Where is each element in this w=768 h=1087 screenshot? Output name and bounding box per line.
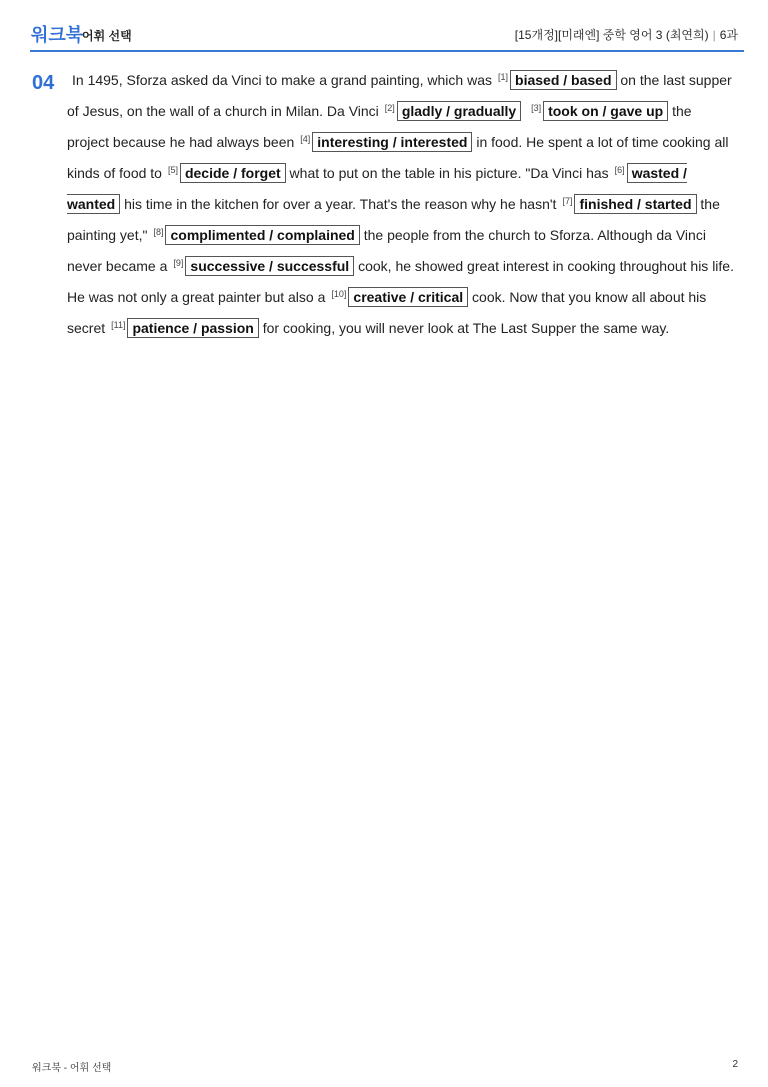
question-passage [67,66,735,345]
page-header [30,0,744,52]
vocab-choice-box[interactable]: decide / forget [180,163,286,183]
passage-text-segment: cook. Now that you know all about his secret [67,289,707,336]
blank-number: [11] [111,320,126,330]
question-number: 04 [32,72,55,94]
vocab-choice-box[interactable]: biased / based [510,70,616,90]
workbook-logo: 워크북 [31,25,84,45]
vocab-choice-box[interactable]: finished / started [574,194,696,214]
vocab-choice-box[interactable]: took on / gave up [543,101,668,121]
vocab-choice-box[interactable]: successive / successful [185,256,354,276]
passage-text-segment: on the last supper of Jesus, on the wall of a church in Milan. Da Vinci [67,72,732,119]
passage-text-segment: for cooking, you will never look at The Last Supper the same way. [258,320,670,336]
blank-number: [6] [614,165,625,175]
blank-number: [9] [173,258,184,268]
passage-text-segment: In 1495, Sforza asked da Vinci to make a grand painting, which was [72,72,492,88]
passage-text-segment: cook, he showed great interest in cooking throughout his life. He was not only a great painter but also a [67,258,734,305]
passage-paragraph [67,66,735,345]
passage-text-segment: the painting yet," [67,196,720,243]
passage-text-segment [521,103,525,119]
passage-text-segment: the project because he had always been [67,103,692,150]
vocab-choice-box[interactable]: gladly / gradually [397,101,521,121]
blank-number: [4] [300,134,311,144]
lesson-label: 6과 [719,28,738,42]
passage-text-segment: in food. He spent a lot of time cooking all kinds of food to [67,134,729,181]
footer-title: 워크북 - 어휘 선택 [32,1063,112,1074]
vocab-choice-box[interactable]: wasted / wanted [67,165,687,212]
vocab-choice-box[interactable]: complimented / complained [165,225,359,245]
vocab-choice-box[interactable]: creative / critical [348,287,468,307]
passage-text-segment: the people from the church to Sforza. Although da Vinci never became a [67,227,706,274]
blank-number: [7] [562,196,573,206]
vocab-choice-box[interactable]: interesting / interested [312,132,472,152]
page-number: 2 [732,1059,738,1070]
passage-text-segment: what to put on the table in his picture. "Da Vinci has [285,165,609,181]
blank-number: [2] [384,103,395,113]
blank-number: [8] [153,227,164,237]
header-separator: | [712,28,716,42]
course-info [515,26,738,43]
passage-text-segment: his time in the kitchen for over a year. That's the reason why he hasn't [120,196,557,212]
blank-number: [5] [167,165,178,175]
section-title: 어휘 선택 [82,29,132,43]
blank-number: [10] [331,289,347,299]
vocab-choice-box[interactable]: patience / passion [127,318,258,338]
blank-number: [3] [531,103,542,113]
course-title: [15개정][미래엔] 중학 영어 3 (최연희) [514,28,709,42]
blank-number: [1] [498,72,509,82]
